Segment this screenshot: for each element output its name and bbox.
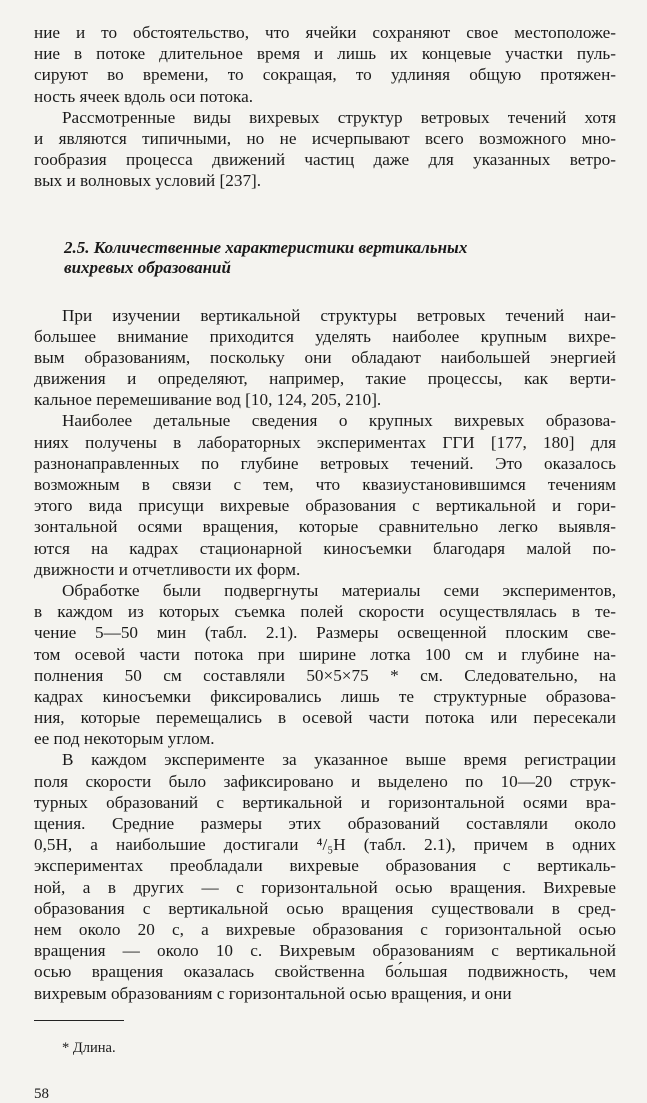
text-line: кадрах киносъемки фиксировались лишь те структурные образова- [34, 686, 616, 706]
text-line: поля скорости было зафиксировано и выделено по 10—20 струк- [34, 771, 616, 791]
text-line: чение 5—50 мин (табл. 2.1). Размеры освещенной плоским све- [34, 623, 616, 643]
page-number: 58 [34, 1085, 49, 1102]
text-line: В каждом эксперименте за указанное выше время регистрации [62, 750, 616, 770]
text-line: зонтальной осями вращения, которые сравнительно легко выявля- [34, 517, 616, 537]
page [34, 22, 616, 1103]
text-line: движности и отчетливости их форм. [34, 559, 301, 579]
section-heading [64, 238, 616, 279]
text-line: сируют во времени, то сокращая, то удлиняя общую протяжен- [34, 65, 616, 85]
text-line: Обработке были подвергнуты материалы семи экспериментов, [62, 580, 616, 600]
text-line: движения и определяют, например, такие процессы, как верти- [34, 369, 616, 389]
paragraph [34, 749, 616, 1003]
paragraph [34, 22, 616, 107]
text-line: осью вращения оказалась свойственна бо́льшая подвижность, чем [34, 962, 616, 982]
section-heading-line: 2.5. Количественные характеристики вертикальных [64, 237, 468, 257]
text-line: кальное перемешивание вод [10, 124, 205, 210]. [34, 390, 382, 410]
text-line: 0,5H, а наибольшие достигали ⁴/₅H (табл. 2.1), причем в одних [34, 835, 616, 855]
text-line: гообразия процесса движений частиц даже для указанных ветро- [34, 150, 616, 170]
text-line: Рассмотренные виды вихревых структур ветровых течений хотя [62, 107, 616, 127]
section-heading-line: вихревых образований [64, 258, 231, 277]
text-line: ной, а в других — с горизонтальной осью вращения. Вихревые [34, 877, 616, 897]
text-line: в каждом из которых съемка полей скорости осуществлялась в те- [34, 602, 616, 622]
top-text-block [34, 22, 616, 192]
text-line: вихревым образованиям с горизонтальной осью вращения, и они [34, 983, 512, 1003]
text-line: ние и то обстоятельство, что ячейки сохраняют свое местоположе- [34, 23, 616, 42]
text-line: возможным в связи с тем, что квазиустановившимся течениям [34, 475, 616, 494]
text-line: ются на кадрах стационарной киносъемки благодаря малой по- [34, 538, 616, 558]
text-line: ниях получены в лабораторных экспериментах ГГИ [177, 180] для [34, 432, 616, 452]
text-line: ее под некоторым углом. [34, 729, 215, 749]
footnote-divider [34, 1020, 124, 1021]
footnote: * Длина. [62, 1039, 116, 1056]
text-line: турных образований с вертикальной и горизонтальной осями вра- [34, 792, 616, 812]
text-line: и являются типичными, но не исчерпывают всего возможного мно- [34, 128, 616, 148]
text-line: экспериментах преобладали вихревые образования с вертикаль- [34, 856, 616, 876]
paragraph [34, 410, 616, 580]
text-line: нем около 20 с, а вихревые образования с горизонтальной осью [34, 919, 616, 939]
text-line: полнения 50 см составляли 50×5×75 * см. Следовательно, на [34, 665, 616, 685]
text-line: ность ячеек вдоль оси потока. [34, 86, 254, 106]
text-line: Наиболее детальные сведения о крупных вихревых образова- [62, 411, 616, 431]
section-text-block [34, 305, 616, 1004]
text-line: вращения — около 10 с. Вихревым образованиям с вертикальной [34, 941, 616, 961]
paragraph [34, 305, 616, 411]
text-line: При изучении вертикальной структуры ветровых течений наи- [62, 305, 616, 325]
text-line: этого вида присущи вихревые образования с вертикальной и гори- [34, 496, 616, 516]
text-line: вым образованиям, поскольку они обладают наибольшей энергией [34, 347, 616, 367]
text-line: щения. Средние размеры этих образований составляли около [34, 814, 616, 833]
text-line: разнонаправленных по глубине ветровых течений. Это оказалось [34, 453, 616, 473]
paragraph [34, 580, 616, 750]
text-line: большее внимание приходится уделять наиболее крупным вихре- [34, 326, 616, 346]
paragraph [34, 107, 616, 192]
text-line: образования с вертикальной осью вращения существовали в сред- [34, 898, 616, 918]
text-line: ния, которые перемещались в осевой части потока или пересекали [34, 708, 616, 728]
text-line: том осевой части потока при ширине лотка 100 см и глубине на- [34, 644, 616, 664]
text-line: ние в потоке длительное время и лишь их концевые участки пуль- [34, 44, 616, 64]
text-line: вых и волновых условий [237]. [34, 171, 262, 191]
